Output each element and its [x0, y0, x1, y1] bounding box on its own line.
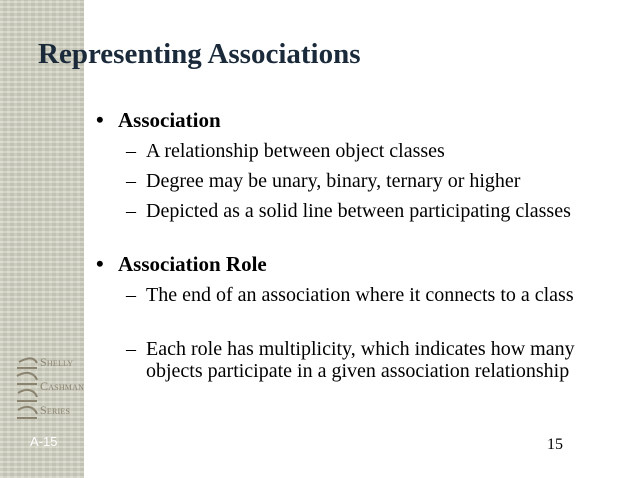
page-number: 15: [547, 436, 563, 453]
dash-icon: –: [126, 170, 136, 192]
slide-title: Representing Associations: [38, 38, 361, 70]
publisher-logo-icon: [14, 354, 40, 430]
subitem-multiplicity: [126, 338, 624, 382]
subitem-text: The end of an association where it connects to a class: [146, 284, 574, 306]
publisher-logo-line: Series: [40, 403, 71, 417]
publisher-logo-line: Shelly: [40, 355, 74, 369]
publisher-logo: [14, 350, 85, 432]
slide-id: A-15: [30, 434, 58, 449]
bullet-dot-icon: •: [96, 107, 104, 132]
subitem-text: A relationship between object classes: [146, 140, 445, 162]
publisher-logo-line: Cashman: [40, 379, 85, 393]
subitem-end-of-association: [126, 284, 624, 306]
subitem-relationship: [126, 140, 624, 162]
bullet-label: Association: [118, 108, 221, 132]
subitem-degree: [126, 170, 624, 192]
subitem-depicted: [126, 200, 624, 222]
bullet-item-association-role: [96, 252, 267, 277]
dash-icon: –: [126, 140, 136, 162]
dash-icon: –: [126, 284, 136, 306]
bullet-item-association: [96, 108, 221, 133]
dash-icon: –: [126, 200, 136, 222]
bullet-dot-icon: •: [96, 251, 104, 276]
publisher-logo-text: [40, 350, 88, 422]
dash-icon: –: [126, 338, 136, 360]
bullet-label: Association Role: [118, 252, 267, 276]
subitem-text: Depicted as a solid line between participating classes: [146, 200, 571, 222]
subitem-text: Degree may be unary, binary, ternary or higher: [146, 170, 521, 192]
subitem-text: Each role has multiplicity, which indicates how many objects participate in a given association relationship: [146, 338, 575, 382]
